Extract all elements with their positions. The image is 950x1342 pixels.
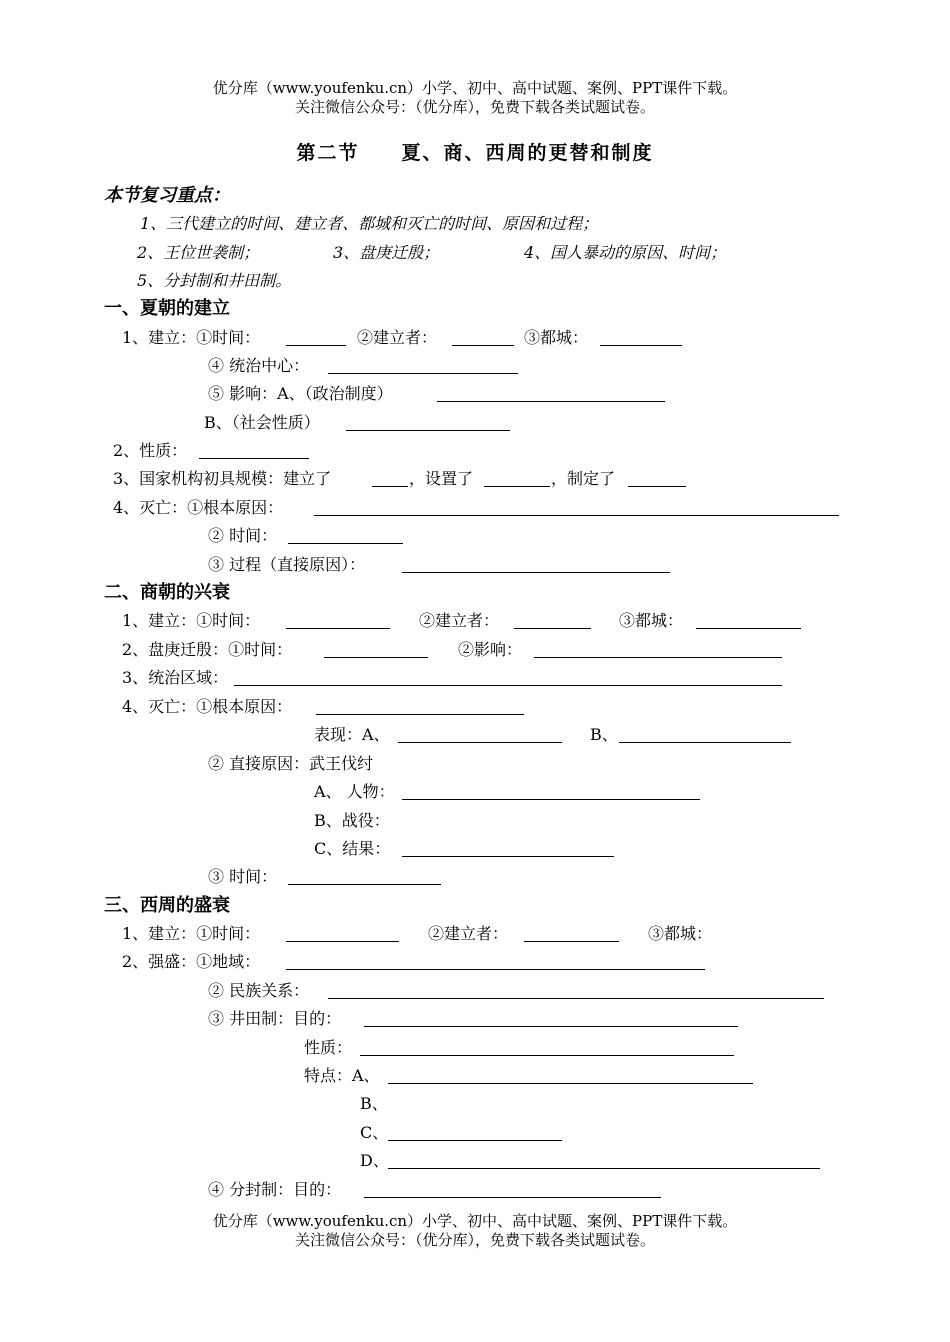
- blank-line[interactable]: [288, 884, 441, 885]
- xia-fall-root-label: 4、灭亡：①根本原因：: [113, 498, 284, 517]
- xia-fall-time-label: ② 时间：: [208, 526, 278, 545]
- xia-state-label: ，制定了: [551, 469, 616, 488]
- blank-line[interactable]: [484, 486, 550, 487]
- blank-line[interactable]: [388, 1083, 753, 1084]
- xia-state-label: 3、国家机构初具规模：建立了: [113, 469, 332, 488]
- blank-line[interactable]: [286, 941, 399, 942]
- focus-item: 2、王位世袭制；: [137, 243, 260, 262]
- blank-line[interactable]: [388, 1168, 820, 1169]
- page-title: 第二节 夏、商、西周的更替和制度: [296, 142, 654, 164]
- zhou-feature-d-label: D、: [360, 1151, 389, 1170]
- blank-line[interactable]: [199, 458, 309, 459]
- blank-line[interactable]: [324, 657, 428, 658]
- blank-line[interactable]: [398, 742, 562, 743]
- xia-founding-time-label: 1、建立：①时间：: [122, 328, 261, 347]
- zhou-capital-label: ③都城：: [648, 924, 713, 943]
- blank-line[interactable]: [316, 714, 524, 715]
- focus-item: 3、盘庚迁殷；: [333, 243, 440, 262]
- blank-line[interactable]: [286, 628, 390, 629]
- section-heading-xia: 一、夏朝的建立: [104, 298, 230, 319]
- blank-line[interactable]: [437, 401, 665, 402]
- focus-item: 5、分封制和井田制。: [137, 271, 292, 290]
- section-heading-zhou: 三、西周的盛衰: [104, 895, 230, 916]
- blank-line[interactable]: [234, 685, 782, 686]
- xia-founder-label: ②建立者：: [357, 328, 438, 347]
- section-heading-shang: 二、商朝的兴衰: [104, 582, 230, 603]
- focus-item: 1、三代建立的时间、建立者、都城和灭亡的时间、原因和过程；: [140, 214, 599, 233]
- blank-line[interactable]: [388, 1140, 562, 1141]
- xia-capital-label: ③都城：: [524, 328, 589, 347]
- header-line-1: 优分库（www.youfenku.cn）小学、初中、高中试题、案例、PPT课件下载。: [212, 79, 738, 97]
- shang-move-influence-label: ②影响：: [458, 640, 523, 659]
- shang-fall-time-label: ③ 时间：: [208, 867, 278, 886]
- blank-line[interactable]: [346, 430, 510, 431]
- blank-line[interactable]: [628, 486, 686, 487]
- xia-fall-process-label: ③ 过程（直接原因）：: [208, 555, 366, 574]
- zhou-feature-b-label: B、: [360, 1094, 388, 1113]
- shang-direct-label: ② 直接原因：武王伐纣: [208, 754, 374, 773]
- shang-founding-time-label: 1、建立：①时间：: [122, 611, 261, 630]
- blank-line[interactable]: [286, 345, 346, 346]
- blank-line[interactable]: [364, 1026, 738, 1027]
- header-line-2: 关注微信公众号：（优分库），免费下载各类试题试卷。: [294, 98, 655, 116]
- zhou-nature-label: 性质：: [304, 1038, 353, 1057]
- shang-battle-label: B、战役：: [314, 811, 390, 830]
- xia-state-label: ，设置了: [409, 469, 474, 488]
- blank-line[interactable]: [696, 628, 801, 629]
- footer-line-1: 优分库（www.youfenku.cn）小学、初中、高中试题、案例、PPT课件下载。: [212, 1212, 738, 1230]
- zhou-prosper-label: 2、强盛：①地域：: [122, 952, 261, 971]
- shang-founder-label: ②建立者：: [419, 611, 500, 630]
- blank-line[interactable]: [452, 345, 514, 346]
- blank-line[interactable]: [360, 1055, 734, 1056]
- blank-line[interactable]: [314, 515, 839, 516]
- blank-line[interactable]: [372, 486, 408, 487]
- blank-line[interactable]: [286, 969, 705, 970]
- blank-line[interactable]: [328, 373, 518, 374]
- shang-show-a-label: 表现：A、: [314, 725, 390, 744]
- zhou-ethnic-label: ② 民族关系：: [208, 981, 310, 1000]
- shang-person-label: A、 人物：: [314, 782, 395, 801]
- blank-line[interactable]: [514, 628, 591, 629]
- zhou-founding-time-label: 1、建立：①时间：: [122, 924, 261, 943]
- zhou-founder-label: ②建立者：: [428, 924, 509, 943]
- shang-show-b-label: B、: [590, 725, 618, 744]
- shang-territory-label: 3、统治区域：: [122, 668, 229, 687]
- xia-influence-a-label: ⑤ 影响：A、（政治制度）: [208, 384, 393, 403]
- xia-nature-label: 2、性质：: [113, 441, 188, 460]
- shang-result-label: C、结果：: [314, 839, 391, 858]
- blank-line[interactable]: [288, 543, 403, 544]
- zhou-feudal-label: ④ 分封制：目的：: [208, 1180, 342, 1199]
- blank-line[interactable]: [402, 856, 614, 857]
- blank-line[interactable]: [524, 941, 619, 942]
- shang-capital-label: ③都城：: [619, 611, 684, 630]
- footer-line-2: 关注微信公众号：（优分库），免费下载各类试题试卷。: [294, 1231, 655, 1249]
- shang-move-time-label: 2、盘庚迁殷：①时间：: [122, 640, 293, 659]
- blank-line[interactable]: [364, 1197, 661, 1198]
- shang-fall-root-label: 4、灭亡：①根本原因：: [122, 697, 293, 716]
- zhou-well-field-label: ③ 井田制：目的：: [208, 1009, 342, 1028]
- zhou-feature-a-label: 特点：A、: [304, 1066, 380, 1085]
- blank-line[interactable]: [402, 799, 700, 800]
- focus-heading: 本节复习重点：: [104, 185, 230, 206]
- zhou-feature-c-label: C、: [360, 1123, 389, 1142]
- blank-line[interactable]: [328, 998, 824, 999]
- focus-item: 4、国人暴动的原因、时间；: [524, 243, 727, 262]
- blank-line[interactable]: [534, 657, 782, 658]
- xia-influence-b-label: B、（社会性质）: [204, 413, 320, 432]
- xia-center-label: ④ 统治中心：: [208, 356, 310, 375]
- blank-line[interactable]: [600, 345, 682, 346]
- blank-line[interactable]: [619, 742, 791, 743]
- blank-line[interactable]: [402, 572, 670, 573]
